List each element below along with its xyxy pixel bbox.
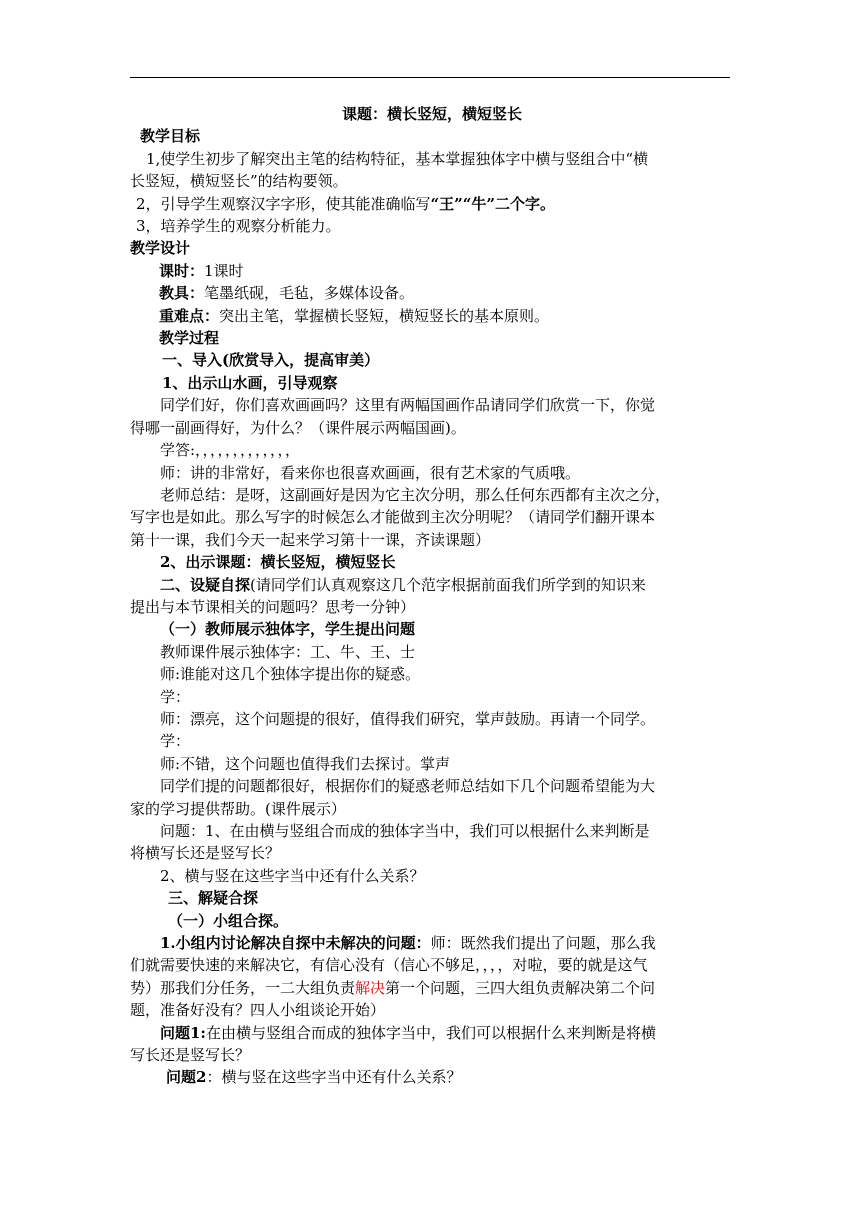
tools-value: 笔墨纸砚，毛毡，多媒体设备。 — [204, 284, 415, 303]
group-line-3 — [130, 977, 734, 999]
summary-line-3: 第十一课，我们今天一起来学习第十一课，齐读课题） — [130, 530, 491, 549]
dialog-6: 师:不错，这个问题也值得我们去探讨。掌声 — [160, 754, 451, 773]
design-heading: 教学设计 — [130, 239, 191, 258]
dialog-5: 学： — [160, 732, 191, 751]
section-1-heading: 一、导入(欣赏导入，提高审美） — [162, 351, 380, 370]
problem-1-line-1 — [130, 1022, 734, 1044]
dialog-7-line-1: 同学们提的问题都很好，根据你们的疑惑老师总结如下几个问题希望能为大 — [160, 777, 656, 796]
header-rule — [130, 77, 730, 78]
key-label: 重难点： — [159, 306, 220, 325]
teacher-praise: 师：讲的非常好，看来你也很喜欢画画，很有艺术家的气质哦。 — [160, 463, 581, 482]
document-body — [130, 100, 734, 1089]
section-2-heading: 二、设疑自探 — [160, 575, 251, 594]
problem-2-label: 问题2 — [166, 1068, 207, 1087]
question-line-2: 将横写长还是竖写长？ — [130, 844, 281, 863]
dialog-3: 学： — [160, 687, 191, 706]
question-2: 2、横与竖在这些字当中还有什么关系？ — [160, 866, 425, 885]
group-line-4: 题，准备好没有？四人小组谈论开始） — [130, 1001, 386, 1020]
hours-label: 课时： — [159, 261, 205, 280]
summary-line-2: 写字也是如此。那么写字的时候怎么才能做到主次分明呢？（请同学们翻开课本 — [130, 508, 656, 527]
section-3-heading: 三、解疑合探 — [168, 889, 259, 908]
hours-value: 1课时 — [204, 261, 244, 280]
page-title: 课题：横长竖短，横短竖长 — [341, 105, 522, 123]
problem-1-label: 问题1: — [160, 1023, 206, 1042]
section-2-line-2: 提出与本节课相关的问题吗？思考一分钟） — [130, 597, 416, 616]
design-tools — [130, 282, 734, 304]
dialog-1: 教师课件展示独体字：工、牛、王、士 — [160, 642, 416, 661]
section-2-intro: (请同学们认真观察这几个范字根据前面我们所学到的知识来 — [250, 575, 646, 594]
group-task-heading: 1.小组内讨论解决自探中未解决的问题： — [160, 934, 431, 953]
design-hours — [130, 260, 734, 282]
dialog-2: 师:谁能对这几个独体字提出你的疑惑。 — [160, 665, 421, 684]
objectives-heading: 教学目标 — [140, 127, 201, 146]
section-1-item-1: 1、出示山水画，引导观察 — [162, 373, 338, 392]
process-heading: 教学过程 — [159, 329, 220, 348]
group-line-2: 们就需要快速的来解决它，有信心没有（信心不够足，，，，对啦，要的就是这气 — [130, 956, 648, 975]
question-line-1: 问题：1、在由横与竖组合而成的独体字当中，我们可以根据什么来判断是 — [160, 822, 650, 840]
objective-2-chars: “王”“牛”二个字。 — [430, 194, 556, 213]
group-line-1 — [130, 932, 734, 954]
tools-label: 教具： — [159, 284, 205, 303]
objective-2-text: 2，引导学生观察汉字字形，使其能准确临写 — [136, 194, 431, 213]
section-2-sub-heading: （一）教师展示独体字，学生提出问题 — [160, 620, 416, 639]
dialog-7-line-2: 家的学习提供帮助。(课件展示） — [130, 799, 346, 818]
paragraph-1-line-1: 同学们好，你们喜欢画画吗？这里有两幅国画作品请同学们欣赏一下，你觉 — [160, 396, 656, 415]
section-3-sub-heading: （一）小组合探。 — [168, 911, 289, 930]
summary-line-1: 老师总结：是呀，这副画好是因为它主次分明，那么任何东西都有主次之分， — [160, 485, 671, 504]
problem-2 — [130, 1066, 734, 1088]
group-line-3-a: 势）那我们分任务，一二大组负责 — [130, 978, 356, 997]
group-line-3-b: 第一个问题，三四大组负责解决第二个问 — [385, 978, 656, 997]
section-1-item-2: 2、出示课题：横长竖短，横短竖长 — [160, 553, 396, 572]
paragraph-1-line-2: 得哪一副画得好，为什么？（课件展示两幅国画)。 — [130, 418, 466, 437]
problem-2-text: ：横与竖在这些字当中还有什么关系？ — [206, 1068, 462, 1087]
key-value: 突出主笔，掌握横长竖短，横短竖长的基本原则。 — [219, 306, 550, 325]
objective-2 — [130, 193, 734, 215]
problem-1-text: 在由横与竖组合而成的独体字当中，我们可以根据什么来判断是将横 — [205, 1023, 656, 1042]
design-key — [130, 305, 734, 327]
group-task-text: 师：既然我们提出了问题，那么我 — [430, 934, 656, 953]
objective-1-line-1: 1,使学生初步了解突出主笔的结构特征，基本掌握独体字中横与竖组合中“横 — [146, 149, 648, 168]
highlighted-word: 解决 — [355, 978, 386, 997]
section-2-line-1 — [130, 574, 734, 596]
dialog-4: 师：漂亮，这个问题提的很好，值得我们研究，掌声鼓励。再请一个同学。 — [160, 709, 656, 728]
problem-1-line-2: 写长还是竖写长？ — [130, 1046, 251, 1065]
objective-1-line-2: 长竖短，横短竖长”的结构要领。 — [130, 172, 348, 191]
objective-3: 3，培养学生的观察分析能力。 — [136, 217, 341, 236]
student-answer: 学答:，，，，，，，，，，，，， — [160, 441, 301, 460]
